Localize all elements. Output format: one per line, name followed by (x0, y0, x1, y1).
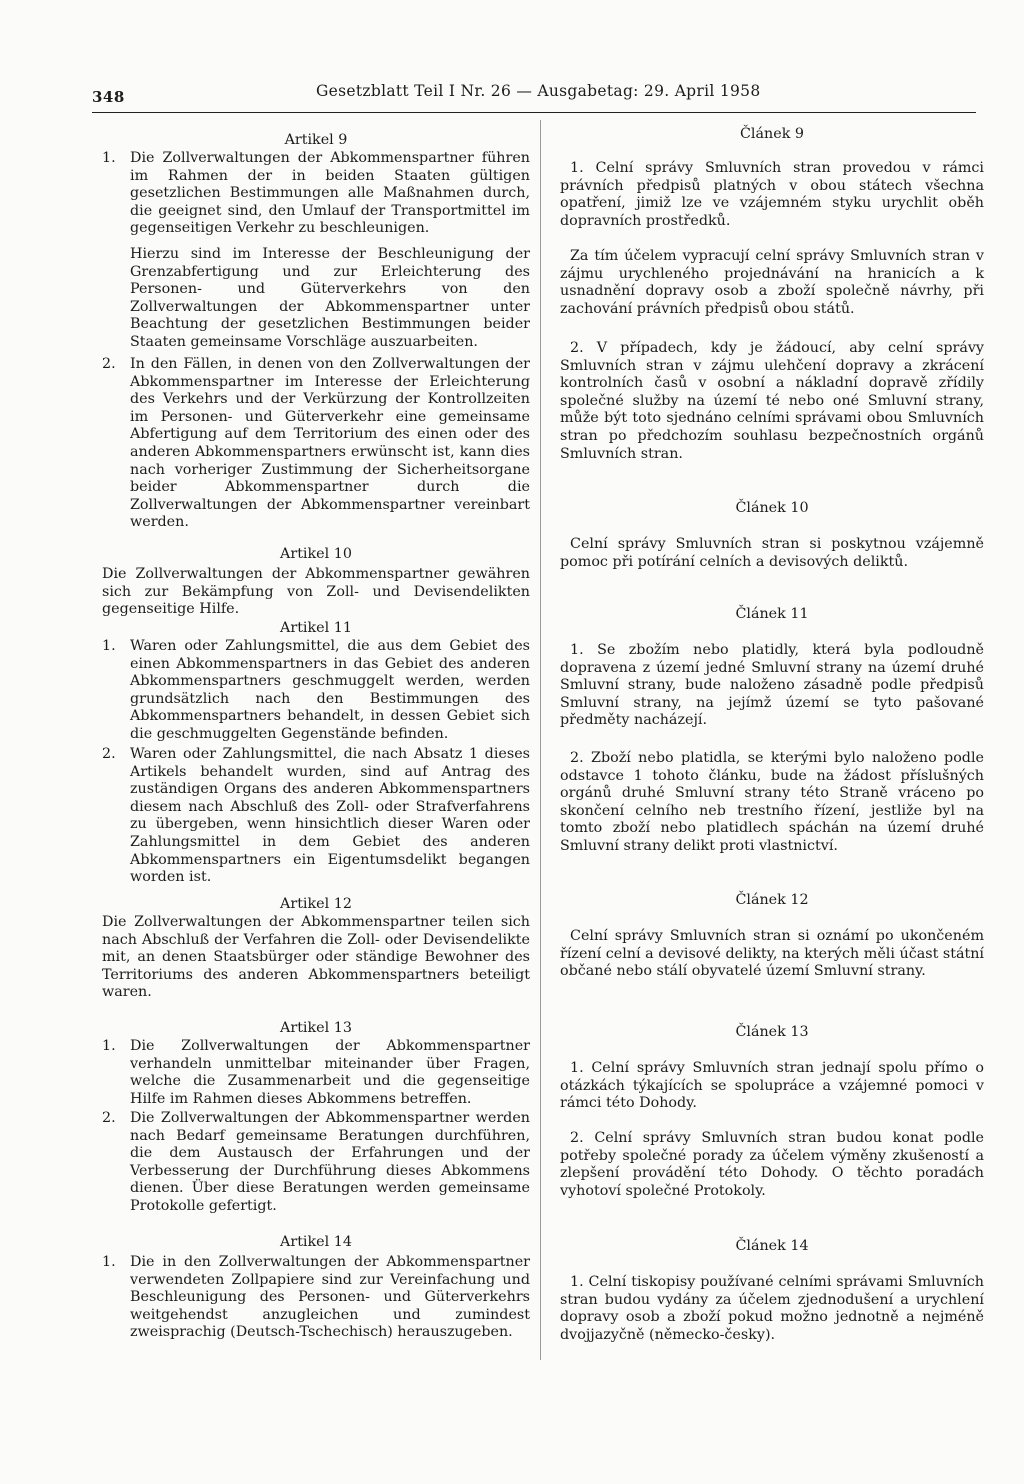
para-number: 1. (102, 638, 116, 654)
para-number: 1. (102, 1254, 116, 1270)
page-number: 348 (92, 88, 125, 106)
running-title: Gesetzblatt Teil I Nr. 26 — Ausgabetag: 29. April 1958 (316, 82, 761, 100)
heading-artikel-10: Artikel 10 (280, 546, 352, 562)
column-divider (540, 120, 541, 1360)
heading-artikel-14: Artikel 14 (280, 1234, 352, 1250)
art9-para-1 (102, 150, 530, 238)
heading-clanek-12: Článek 12 (735, 892, 809, 908)
art14-para-1 (102, 1254, 530, 1342)
cl9-para-1b: Za tím účelem vypracují celní správy Smluvních stran v zájmu urychleného projednávání na hranicích a k usnadnění dopravy osob a zboží společně návrhy, při zachování právních předpisů obou států. (560, 248, 984, 317)
heading-artikel-9: Artikel 9 (284, 132, 348, 148)
art11-para-1 (102, 638, 530, 744)
cl10-text: Celní správy Smluvních stran si poskytnou vzájemně pomoc při potírání celních a devisových deliktů. (560, 536, 984, 570)
cl12-text: Celní správy Smluvních stran si oznámí po ukončeném řízení celní a devisové delikty, na kterých měli účast státní občané nebo stálí obyvatelé území Smluvní strany. (560, 928, 984, 980)
para-text: In den Fällen, in denen von den Zollverwaltungen der Abkommenspartner im Interesse der Erleichterung des Verkehrs und der Verkürzung der Kontrollzeiten im Personen- und Güterverkehr eine gemeinsame Abfertigung auf dem Territorium des einen oder des anderen Abkommenspartners erwünscht ist, kann dies nach vorheriger Zustimmung der Sicherheitsorgane beider Abkommenspartner durch die Zollverwaltungen der Abkommenspartner vereinbart werden. (130, 356, 530, 531)
para-number: 2. (102, 1110, 116, 1126)
heading-clanek-13: Článek 13 (735, 1024, 809, 1040)
para-number: 2. (102, 746, 116, 762)
cl13-para-2: 2. Celní správy Smluvních stran budou konat podle potřeby společné porady za účelem výměny zkušeností a zlepšení provádění této Dohody. O těchto poradách vyhotoví společné Protokoly. (560, 1130, 984, 1199)
cl9-para-2: 2. V případech, kdy je žádoucí, aby celní správy Smluvních stran v zájmu ulehčení dopravy a zkrácení kontrolních časů v osobní a nákladní dopravě zřídily společné služby na území té nebo oné Smluvní strany, může být toto sjednáno celními správami obou Smluvních stran po předchozím souhlasu bezpečnostních orgánů Smluvních stran. (560, 340, 984, 462)
cl11-para-1: 1. Se zbožím nebo platidly, která byla podloudně dopravena z území jedné Smluvní strany na území druhé Smluvní strany, bude naloženo zásadně podle předpisů Smluvní strany, na jejímž území se tyto pašované předměty nacházejí. (560, 642, 984, 729)
page-header (92, 82, 976, 106)
para-text: Die Zollverwaltungen der Abkommenspartner werden nach Bedarf gemeinsame Beratungen durchführen, die dem Austausch der Erfahrungen und der Verbesserung der Durchführung dieses Abkommens dienen. Über diese Beratungen werden gemeinsame Protokolle gefertigt. (130, 1110, 530, 1214)
cl9-para-1: 1. Celní správy Smluvních stran provedou v rámci právních předpisů platných v obou státech všechna opatření, jimiž lze ve vzájemném styku urychlit oběh dopravních prostředků. (560, 160, 984, 229)
para-text: Die in den Zollverwaltungen der Abkommenspartner verwendeten Zollpapiere sind zur Vereinfachung und Beschleunigung des Personen- und Güterverkehrs weitgehendst anzugleichen und zumindest zweisprachig (Deutsch-Tschechisch) herauszugeben. (130, 1254, 530, 1341)
cl11-para-2: 2. Zboží nebo platidla, se kterými bylo naloženo podle odstavce 1 tohoto článku, bude na žádost příslušných orgánů druhé Smluvní strany této Straně vráceno po skončení celního neb trestního řízení, jestliže byl na tomto zboží nebo platidlech spáchán na území druhé Smluvní strany delikt proti vlastnictví. (560, 750, 984, 854)
art10-text: Die Zollverwaltungen der Abkommenspartner gewähren sich zur Bekämpfung von Zoll- und Devisendelikten gegenseitige Hilfe. (102, 566, 530, 618)
art9-para-2 (102, 356, 530, 532)
para-number: 1. (102, 150, 116, 166)
heading-clanek-10: Článek 10 (735, 500, 809, 516)
cl14-para-1: 1. Celní tiskopisy používané celními správami Smluvních stran budou vydány za účelem zjednodušení a urychlení dopravy osob a zboží pokud možno jednotně a nejméně dvojjazyčně (německo-česky). (560, 1274, 984, 1343)
art13-para-2 (102, 1110, 530, 1216)
para-text: Die Zollverwaltungen der Abkommenspartner verhandeln unmittelbar miteinander über Fragen, welche die Zusammenarbeit und die gegenseitige Hilfe im Rahmen dieses Abkommens betreffen. (130, 1038, 530, 1107)
para-number: 2. (102, 356, 116, 372)
art12-text: Die Zollverwaltungen der Abkommenspartner teilen sich nach Abschluß der Verfahren die Zoll- oder Devisendelikte mit, an denen Staatsbürger oder ständige Bewohner des Territoriums des anderen Abkommenspartners beteiligt waren. (102, 914, 530, 1001)
heading-clanek-11: Článek 11 (735, 606, 809, 622)
para-text: Waren oder Zahlungsmittel, die aus dem Gebiet des einen Abkommenspartners in das Gebiet des anderen Abkommenspartners geschmuggelt werden, werden grundsätzlich nach den Bestimmungen des Abkommenspartners behandelt, in dessen Gebiet sich die geschmuggelten Gegenstände befinden. (130, 638, 530, 742)
art13-para-1 (102, 1038, 530, 1108)
art11-para-2 (102, 746, 530, 887)
header-rule (92, 112, 976, 113)
heading-artikel-11: Artikel 11 (280, 620, 352, 636)
para-text: Waren oder Zahlungsmittel, die nach Absatz 1 dieses Artikels behandelt wurden, sind auf Antrag des zuständigen Organs des anderen Abkommenspartners diesem nach Abschluß des Zoll- oder Strafverfahrens zu übergeben, wenn hinsichtlich dieser Waren oder Zahlungsmittel in dem Gebiet des anderen Abkommenspartners ein Eigentumsdelikt begangen worden ist. (130, 746, 530, 886)
para-text: Die Zollverwaltungen der Abkommenspartner führen im Rahmen der in beiden Staaten gültigen gesetzlichen Bestimmungen alle Maßnahmen durch, die geeignet sind, den Umlauf der Transportmittel im gegenseitigen Verkehr zu beschleunigen. (130, 150, 530, 237)
para-text: Hierzu sind im Interesse der Beschleunigung der Grenzabfertigung und zur Erleichterung des Personen- und Güterverkehrs von den Zollverwaltungen der Abkommenspartner unter Beachtung der gesetzlichen Bestimmungen beider Staaten gemeinsame Vorschläge auszuarbeiten. (130, 246, 530, 350)
art9-para-1b (102, 246, 530, 352)
heading-clanek-9: Článek 9 (739, 126, 804, 142)
heading-artikel-13: Artikel 13 (280, 1020, 352, 1036)
para-number: 1. (102, 1038, 116, 1054)
cl13-para-1: 1. Celní správy Smluvních stran jednají spolu přímo o otázkách týkajících se spolupráce a vzájemné pomoci v rámci této Dohody. (560, 1060, 984, 1112)
heading-artikel-12: Artikel 12 (280, 896, 352, 912)
heading-clanek-14: Článek 14 (735, 1238, 809, 1254)
